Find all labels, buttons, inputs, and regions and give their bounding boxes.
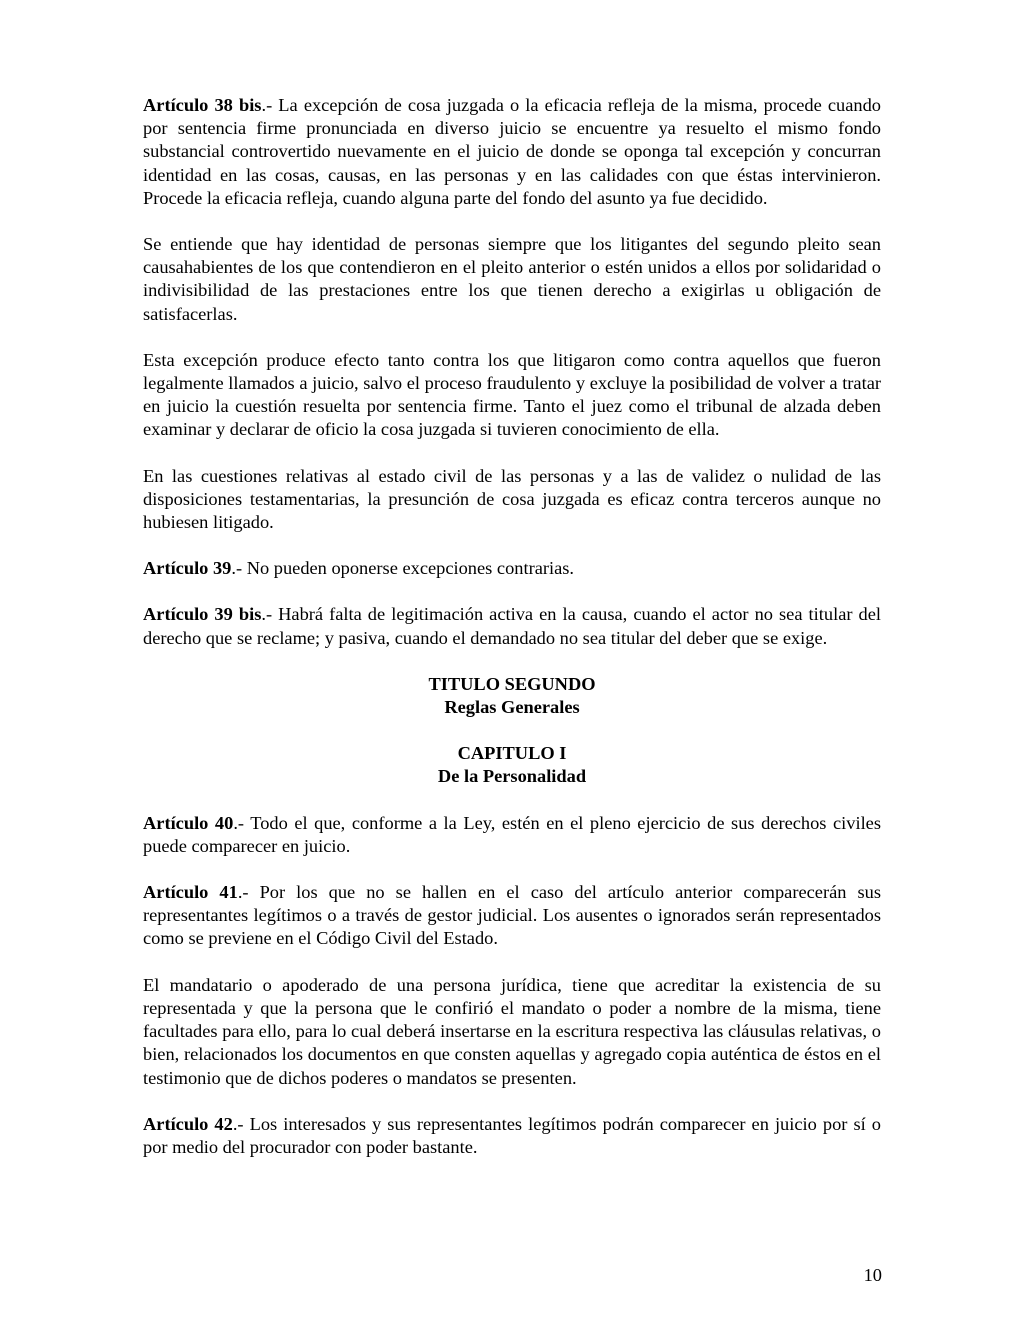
exception-effect-paragraph: Esta excepción produce efecto tanto contra los que litigaron como contra aquellos que fueron legalmente llamados a juicio, salvo el proceso fraudulento y excluye la posibilidad de volver a tratar en juicio la cuestión resuelta por sentencia firme. Tanto el juez como el tribunal de alzada deben examinar y declarar de oficio la cosa juzgada si tuvieren conocimiento de ella. <box>143 349 881 440</box>
identity-of-persons-paragraph: Se entiende que hay identidad de personas siempre que los litigantes del segundo pleito sean causahabientes de los que contendieron en el pleito anterior o estén unidos a ellos por solidaridad o indivisibilidad de las prestaciones entre los que tienen derecho a exigirlas u obligación de satisfacerlas. <box>143 234 881 324</box>
chapter-heading-line2: De la Personalidad <box>437 766 587 787</box>
article-40-paragraph <box>143 812 881 858</box>
article-text: .- No pueden oponerse excepciones contrarias. <box>231 558 575 579</box>
article-text: .- Todo el que, conforme a la Ley, estén en el pleno ejercicio de sus derechos civiles puede comparecer en juicio. <box>143 812 881 856</box>
title-heading-line2: Reglas Generales <box>444 697 580 718</box>
chapter-heading <box>143 742 881 788</box>
article-label: Artículo 39 bis <box>143 604 262 625</box>
article-label: Artículo 42 <box>143 1113 233 1134</box>
title-heading-line1: TITULO SEGUNDO <box>428 673 596 694</box>
article-text: .- La excepción de cosa juzgada o la eficacia refleja de la misma, procede cuando por sentencia firme pronunciada en diverso juicio se encuentre ya resuelto el mismo fondo substancial controvertido nuevamente en el juicio de donde se oponga tal excepción y concurran identidad en las cosas, causas, en las personas y en las calidades con que éstas intervinieron. Procede la eficacia refleja, cuando alguna parte del fondo del asunto ya fue decidido. <box>143 95 881 208</box>
article-label: Artículo 38 bis <box>143 95 262 115</box>
civil-status-paragraph: En las cuestiones relativas al estado civil de las personas y a las de validez o nulidad de las disposiciones testamentarias, la presunción de cosa juzgada es eficaz contra terceros aunque no hubiesen litigado. <box>143 465 881 533</box>
article-label: Artículo 39 <box>143 558 232 579</box>
article-41-paragraph <box>143 881 881 951</box>
article-39-paragraph <box>143 557 881 580</box>
chapter-heading-line1: CAPITULO I <box>457 743 567 764</box>
document-page <box>143 94 881 1182</box>
article-label: Artículo 41 <box>143 882 238 903</box>
article-text: .- Habrá falta de legitimación activa en la causa, cuando el actor no sea titular del derecho que se reclame; y pasiva, cuando el demandado no sea titular del deber que se exige. <box>143 604 881 648</box>
title-heading <box>143 673 881 719</box>
legal-entity-representative-paragraph: El mandatario o apoderado de una persona jurídica, tiene que acreditar la existencia de su representada y que la persona que le confirió el mandato o poder a nombre de la misma, tiene facultades para ello, para lo cual deberá insertarse en la escritura respectiva las cláusulas relativas, o bien, relacionados los documentos en que consten aquellas y agregado copia auténtica de éstos en el testimonio que de dichos poderes o mandatos se presenten. <box>143 974 881 1088</box>
article-38-bis-paragraph <box>143 94 881 210</box>
article-42-paragraph <box>143 1113 881 1159</box>
article-text: .- Por los que no se hallen en el caso del artículo anterior comparecerán sus representantes legítimos o a través de gestor judicial. Los ausentes o ignorados serán representados como se previene en el Código Civil del Estado. <box>143 882 881 949</box>
article-label: Artículo 40 <box>143 812 234 833</box>
page-number: 10 <box>863 1265 882 1285</box>
article-39-bis-paragraph <box>143 603 881 649</box>
article-text: .- Los interesados y sus representantes legítimos podrán comparecer en juicio por sí o por medio del procurador con poder bastante. <box>143 1113 881 1157</box>
